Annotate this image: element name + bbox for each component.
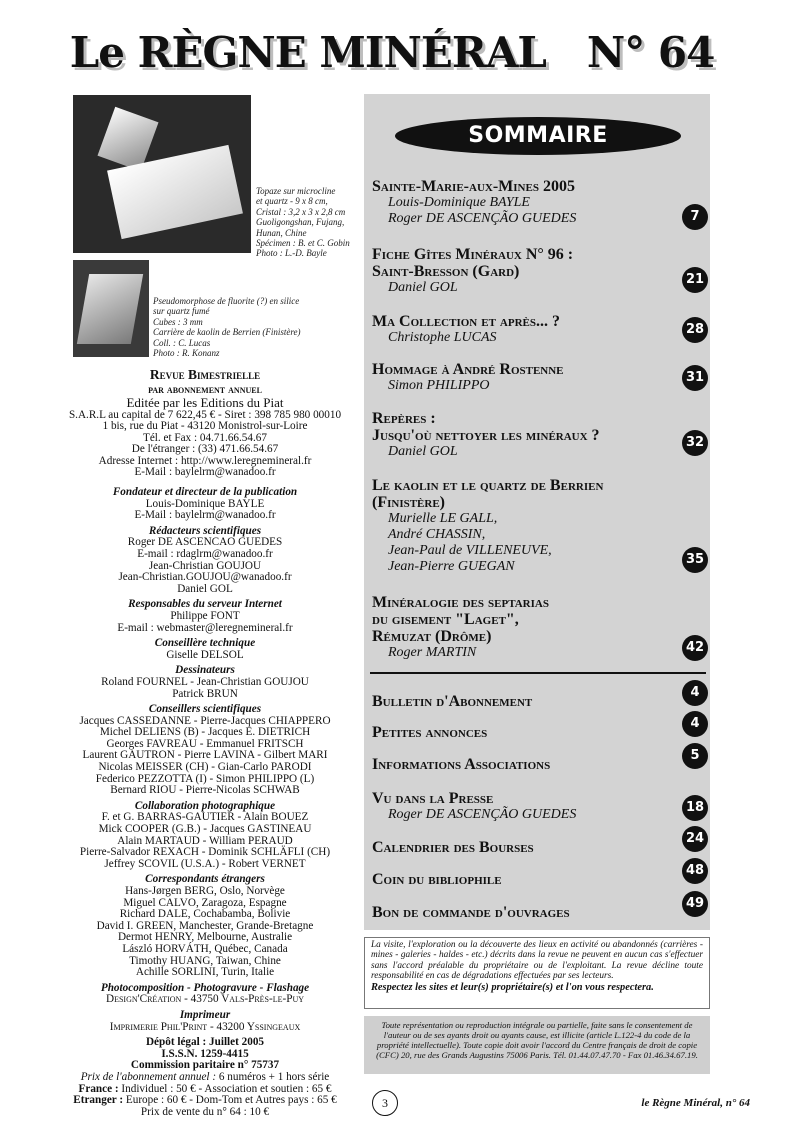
- footer-title: le Règne Minéral, n° 64: [641, 1097, 750, 1109]
- toc-entry[interactable]: [372, 839, 682, 856]
- staff-line: Daniel GOL: [177, 582, 233, 595]
- page-number-badge: 28: [682, 317, 708, 343]
- staff-line: Alain MARTAUD - William PERAUD: [117, 834, 293, 847]
- page-number-badge: 4: [682, 711, 708, 737]
- staff-line: Miguel CALVO, Zaragoza, Espagne: [123, 896, 287, 909]
- page-number-badge: 49: [682, 891, 708, 917]
- page-number-badge: 21: [682, 267, 708, 293]
- website-line: Adresse Internet : http://www.leregnemineral.fr: [98, 454, 312, 467]
- staff-line: Roland FOURNEL - Jean-Christian GOUJOU: [101, 675, 309, 688]
- toc-entry-author: Roger DE ASCENÇÃO GUEDES: [388, 211, 577, 226]
- staff-line: Jean-Christian.GOUJOU@wanadoo.fr: [118, 571, 292, 584]
- page-number: 3: [372, 1090, 398, 1116]
- toc-entry-title: Jusqu'où nettoyer les minéraux ?: [372, 427, 600, 444]
- toc-entry[interactable]: [372, 904, 682, 921]
- toc-entry-author: Louis-Dominique BAYLE: [388, 195, 530, 210]
- revue-line-2: par abonnement annuel: [148, 382, 262, 396]
- caption-line: Cristal : 3,2 x 3 x 2,8 cm: [256, 206, 346, 217]
- staff-role: Rédacteurs scientifiques: [148, 524, 262, 537]
- toc-entry-title: Minéralogie des septarias: [372, 594, 549, 611]
- caption-line: Cubes : 3 mm: [153, 316, 203, 327]
- france-label: France :: [78, 1082, 119, 1095]
- staff-role: Fondateur et directeur de la publication: [112, 486, 298, 498]
- staff-line: Richard DALE, Cochabamba, Bolivie: [119, 908, 291, 921]
- toc-entry-title: Ma Collection et après... ?: [372, 313, 560, 330]
- toc-entry[interactable]: [372, 693, 682, 710]
- staff-line: Bernard RIOU - Pierre-Nicolas SCHWAB: [110, 784, 300, 797]
- staff-role: Collaboration photographique: [134, 799, 276, 812]
- editee-line: Editée par les Editions du Piat: [126, 395, 284, 410]
- topaz-caption: [256, 186, 356, 259]
- toc-entry-title: Coin du bibliophile: [372, 871, 502, 888]
- toc-entry-title: Petites annonces: [372, 724, 488, 741]
- etranger-value: Europe : 60 € - Dom-Tom et Autres pays : 65 €: [123, 1094, 337, 1107]
- sarl-line: S.A.R.L au capital de 7 622,45 € - Siret : 398 785 980 00010: [68, 408, 342, 421]
- fluorite-crystal: [77, 274, 143, 344]
- depot-legal: Dépôt légal : Juillet 2005: [145, 1036, 265, 1049]
- page-number-badge: 7: [682, 204, 708, 230]
- staff-line: Dermot HENRY, Melbourne, Australie: [117, 931, 293, 944]
- toc-entry[interactable]: [372, 724, 682, 741]
- staff-line: Design'Création - 43750 Vals-Près-le-Puy: [105, 993, 305, 1006]
- staff-line: Georges FAVREAU - Emmanuel FRITSCH: [106, 737, 304, 750]
- staff-line: Timothy HUANG, Taiwan, Chine: [129, 954, 281, 967]
- toc-entry-title: Vu dans la Presse: [372, 790, 494, 807]
- staff-role: Photocomposition - Photogravure - Flashage: [100, 981, 310, 994]
- toc-entry-title: Saint-Bresson (Gard): [372, 263, 520, 280]
- tel-line: Tél. et Fax : 04.71.66.54.67: [143, 431, 267, 444]
- commission-paritaire: Commission paritaire n° 75737: [130, 1059, 280, 1072]
- prix-label: Prix de l'abonnement annuel :: [80, 1070, 217, 1083]
- staff-line: David I. GREEN, Manchester, Grande-Bretagne: [96, 919, 314, 932]
- france-value: Individuel : 50 € - Association et soutien : 65 €: [118, 1082, 332, 1095]
- email-line: E-Mail : baylelrm@wanadoo.fr: [134, 466, 276, 479]
- caption-line: sur quartz fumé: [153, 306, 210, 317]
- toc-entry-author: Jean-Pierre GUEGAN: [388, 559, 515, 574]
- staff-line: Imprimerie Phil'Print - 43200 Yssingeaux: [109, 1020, 301, 1033]
- page-number-badge: 42: [682, 635, 708, 661]
- masthead: [62, 28, 722, 84]
- caption-line: Photo : L.-D. Bayle: [256, 248, 327, 259]
- caption-line: et quartz - 9 x 8 cm,: [256, 196, 328, 207]
- publication-info: [60, 368, 350, 479]
- staff-line: Jeffrey SCOVIL (U.S.A.) - Robert VERNET: [104, 857, 306, 870]
- toc-entry-title: Calendrier des Bourses: [372, 839, 534, 856]
- prix-etranger: [60, 1095, 350, 1107]
- toc-entry-title: Sainte-Marie-aux-Mines 2005: [372, 178, 575, 195]
- staff-role: Responsables du serveur Internet: [128, 598, 282, 611]
- sites-notice-strong: Respectez les sites et leur(s) propriétaire(s) et l'on vous respectera.: [371, 981, 654, 993]
- caption-line: Photo : R. Konanz: [153, 348, 220, 359]
- page-number-badge: 18: [682, 795, 708, 821]
- topaz-photo: [73, 95, 251, 253]
- caption-line: Carrière de kaolin de Berrien (Finistère): [153, 327, 301, 338]
- sites-notice: [364, 937, 710, 1009]
- toc-entry-title: Rémuzat (Drôme): [372, 628, 492, 645]
- caption-line: Guoligongshan, Fujang,: [256, 217, 345, 228]
- page-number-badge: 32: [682, 430, 708, 456]
- staff-line: Louis-Dominique BAYLE: [145, 497, 265, 510]
- staff-line: Nicolas MEISSER (CH) - Gian-Carlo PARODI: [98, 761, 312, 774]
- tel-etranger-line: De l'étranger : (33) 471.66.54.67: [131, 443, 279, 456]
- staff-line: Giselle DELSOL: [166, 648, 244, 661]
- staff-line: Philippe FONT: [170, 609, 240, 622]
- page-number-badge: 35: [682, 547, 708, 573]
- caption-line: Coll. : C. Lucas: [153, 337, 211, 348]
- staff-line: Roger DE ASCENCAO GUEDES: [127, 536, 283, 549]
- caption-line: Pseudomorphose de fluorite (?) en silice: [153, 296, 300, 306]
- revue-line-1: Revue Bimestrielle: [149, 367, 261, 382]
- page-number-badge: 4: [682, 680, 708, 706]
- toc-entry-author: André CHASSIN,: [388, 527, 486, 542]
- sommaire-heading: SOMMAIRE: [395, 117, 681, 155]
- address-line: 1 bis, rue du Piat - 43120 Monistrol-sur-Loire: [102, 420, 308, 433]
- toc-entry-title: Bulletin d'Abonnement: [372, 693, 533, 710]
- staff-list: [60, 487, 350, 1118]
- toc-entry[interactable]: [372, 361, 682, 394]
- staff-line: Jean-Christian GOUJOU: [148, 559, 262, 572]
- masthead-title: Le RÈGNE MINÉRAL: [69, 28, 546, 77]
- page-number-badge: 5: [682, 743, 708, 769]
- staff-line: E-mail : webmaster@leregnemineral.fr: [117, 621, 293, 634]
- toc-entry-title: du gisement "Laget",: [372, 611, 519, 628]
- staff-line: Laurent GAUTRON - Pierre LAVINA - Gilbert MARI: [82, 749, 328, 762]
- staff-line: Patrick BRUN: [172, 687, 238, 700]
- staff-line: Pierre-Salvador REXACH - Dominik SCHLÄFLI (CH): [79, 846, 331, 859]
- toc-entry-title: Fiche Gîtes Minéraux N° 96 :: [372, 246, 574, 263]
- toc-entry[interactable]: [372, 477, 682, 575]
- staff-line: F. et G. BARRAS-GAUTIER - Alain BOUEZ: [101, 811, 309, 824]
- toc-entry-author: Roger DE ASCENÇÃO GUEDES: [388, 807, 577, 822]
- staff-role: Correspondants étrangers: [145, 873, 265, 886]
- prix-vente: Prix de vente du n° 64 : 10 €: [140, 1105, 270, 1118]
- etranger-label: Etranger :: [73, 1094, 124, 1107]
- toc-entry-author: Daniel GOL: [388, 444, 458, 459]
- caption-line: Spécimen : B. et C. Gobin: [256, 238, 350, 249]
- staff-line: E-mail : rdaglrm@wanadoo.fr: [137, 547, 273, 560]
- staff-line: Jacques CASSEDANNE - Pierre-Jacques CHIAPPERO: [79, 714, 331, 727]
- staff-line: Federico PEZZOTTA (I) - Simon PHILIPPO (L): [95, 772, 315, 785]
- staff-role: Imprimeur: [179, 1008, 231, 1021]
- toc-entry-title: Bon de commande d'ouvrages: [372, 904, 570, 921]
- toc-entry[interactable]: [372, 871, 682, 888]
- fluorite-caption: [153, 296, 353, 358]
- fluorite-photo: [73, 260, 149, 357]
- toc-entry-author: Daniel GOL: [388, 280, 458, 295]
- staff-line: László HORVÁTH, Québec, Canada: [122, 942, 288, 955]
- staff-line: Hans-Jørgen BERG, Oslo, Norvège: [125, 885, 285, 897]
- toc-entry-author: Simon PHILIPPO: [388, 378, 490, 393]
- staff-role: Dessinateurs: [175, 664, 235, 677]
- toc-entry-author: Christophe LUCAS: [388, 330, 497, 345]
- staff-role: Conseillère technique: [154, 637, 256, 650]
- toc-entry[interactable]: [372, 594, 682, 661]
- toc-entry-title: Informations Associations: [372, 756, 551, 773]
- toc-entry[interactable]: [372, 410, 682, 460]
- caption-line: Topaze sur microcline: [256, 186, 336, 196]
- prix-value: 6 numéros + 1 hors série: [216, 1070, 330, 1083]
- toc-entry-author: Jean-Paul de VILLENEUVE,: [388, 543, 552, 558]
- toc-entry[interactable]: [372, 756, 682, 773]
- toc-entry[interactable]: [372, 790, 682, 823]
- sites-notice-text: La visite, l'exploration ou la découverte des lieux en activité ou abandonnés (carrières - mines - galeries - haldes - etc.) décrits dans la revue ne peuvent en aucun cas s'effectuer sans l'accord préalable du propriétaire ou de l'exploitant. La revue décline toute responsabilité en cas de dégradations effectuées par ses lecteurs.: [371, 940, 703, 982]
- toc-entry[interactable]: [372, 246, 682, 296]
- toc-entry[interactable]: [372, 178, 682, 227]
- page-number-badge: 31: [682, 365, 708, 391]
- toc-entry-author: Murielle LE GALL,: [388, 511, 498, 526]
- caption-line: Hunan, Chine: [256, 227, 307, 238]
- staff-line: Achille SORLINI, Turin, Italie: [135, 966, 275, 979]
- toc-entry-title: Le kaolin et le quartz de Berrien: [372, 477, 604, 494]
- toc-divider: [370, 672, 706, 674]
- toc-entry-author: Roger MARTIN: [388, 645, 477, 660]
- copyright-notice: Toute représentation ou reproduction intégrale ou partielle, faite sans le consentement de l'auteur ou de ses ayants droit ou ayants cause, est illicite (article L.122-4 du code de la propriété intellectuelle). Toute copie doit avoir l'accord du Centre français de droit de copie (CFC) 20, rue des Grands Augustins 75006 Paris. Tél. 01.44.07.47.70 - Fax 01.46.34.67.19.: [364, 1016, 710, 1074]
- masthead-issue: N° 64: [586, 28, 715, 77]
- toc-entry-title: (Finistère): [372, 494, 446, 511]
- issn: I.S.S.N. 1259-4415: [161, 1047, 249, 1060]
- toc-entry-title: Repères :: [372, 410, 436, 427]
- toc-entry-title: Hommage à André Rostenne: [372, 361, 564, 378]
- staff-line: E-Mail : baylelrm@wanadoo.fr: [134, 509, 276, 522]
- staff-role: Conseillers scientifiques: [148, 703, 262, 716]
- staff-line: Michel DELIENS (B) - Jacques E. DIETRICH: [99, 726, 311, 739]
- toc-entry[interactable]: [372, 313, 682, 346]
- staff-line: Mick COOPER (G.B.) - Jacques GASTINEAU: [98, 823, 312, 836]
- page-number-badge: 48: [682, 858, 708, 884]
- page-number-badge: 24: [682, 826, 708, 852]
